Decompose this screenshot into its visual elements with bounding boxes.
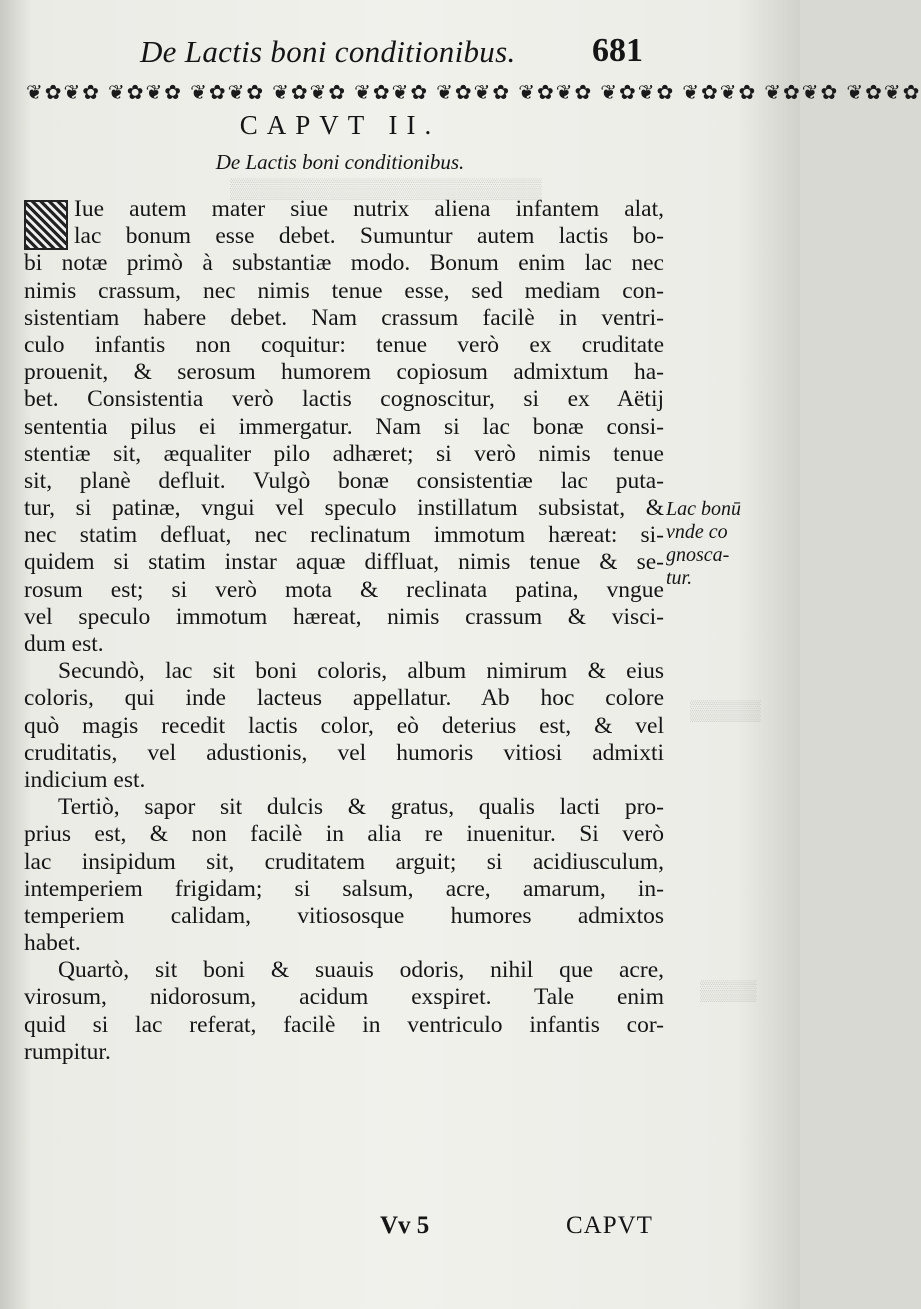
show-through-text: ▒▒▒▒▒▒▒▒▒▒▒▒▒▒▒▒▒▒▒▒▒▒ [230, 178, 542, 200]
marginal-note-line: Lac bonū [666, 498, 741, 520]
text-line: sit, planè defluit. Vulgò bonæ consistentiæ lac puta- [24, 467, 664, 494]
marginal-note-line: gnosca- [666, 544, 730, 566]
text-line: habet. [24, 930, 81, 957]
body-text [24, 196, 664, 1066]
text-line: culo infantis non coquitur: tenue verò ex cruditate [24, 331, 664, 358]
marginal-note [666, 498, 776, 590]
text-line: rumpitur. [24, 1038, 111, 1065]
running-title: De Lactis boni conditionibus. [140, 34, 516, 69]
text-line: bi notæ primò à substantiæ modo. Bonum enim lac nec [24, 250, 664, 277]
page-header [0, 28, 800, 78]
marginal-note-line: tur. [666, 567, 693, 589]
text-line: Tertiò, sapor sit dulcis & gratus, qualis lacti pro- [58, 794, 664, 821]
text-line: prouenit, & serosum humorem copiosum admixtum ha- [24, 359, 664, 386]
catchword: CAPVT [566, 1212, 653, 1239]
chapter-subtitle: De Lactis boni conditionibus. [215, 150, 465, 174]
show-through-text: ▒▒▒▒ [700, 980, 757, 1002]
text-line: Quartò, sit boni & suauis odoris, nihil que acre, [58, 957, 664, 984]
text-line: rosum est; si verò mota & reclinata patina, vngue [24, 576, 664, 603]
text-line: cruditatis, vel adustionis, vel humoris vitiosi admixti [24, 739, 664, 766]
page-footer [0, 1212, 800, 1252]
text-line: quidem si statim instar aquæ diffluat, nimis tenue & se- [24, 549, 664, 576]
marginal-note-line: vnde co [666, 521, 728, 543]
text-line: indicium est. [24, 766, 146, 793]
chapter-title: CAPVT II. [239, 110, 441, 140]
text-line: sententia pilus ei immergatur. Nam si lac bonæ consi- [24, 413, 664, 440]
text-line: nec statim defluat, nec reclinatum immotum hæreat: si- [24, 522, 664, 549]
show-through-text: ▒▒▒▒▒ [690, 700, 761, 722]
text-line: stentiæ sit, æqualiter pilo adhæret; si verò nimis tenue [24, 440, 664, 467]
text-line: Iue autem mater siue nutrix aliena infantem alat, [74, 196, 664, 222]
text-line: temperiem calidam, vitiososque humores admixtos [24, 902, 664, 929]
decorative-border: ❦✿❦✿ ❦✿❦✿ ❦✿❦✿ ❦✿❦✿ ❦✿❦✿ ❦✿❦✿ ❦✿❦✿ ❦✿❦✿ ❦✿❦✿ ❦✿❦✿ ❦✿❦✿ [26, 82, 921, 104]
text-line: intemperiem frigidam; si salsum, acre, amarum, in- [24, 875, 664, 902]
text-line: coloris, qui inde lacteus appellatur. Ab hoc colore [24, 685, 664, 712]
text-line: bet. Consistentia verò lactis cognoscitur, si ex Aëtij [24, 386, 664, 413]
text-line: tur, si patinæ, vngui vel speculo instillatum subsistat, & [24, 495, 664, 522]
text-line: dum est. [24, 631, 104, 657]
signature-mark: Vv 5 [380, 1212, 430, 1239]
page-number: 681 [592, 32, 643, 69]
text-line: quid si lac referat, facilè in ventriculo infantis cor- [24, 1011, 664, 1038]
text-line: Secundò, lac sit boni coloris, album nimirum & eius [58, 658, 664, 685]
text-line: sistentiam habere debet. Nam crassum facilè in ventri- [24, 304, 664, 331]
text-line: virosum, nidorosum, acidum exspiret. Tale enim [24, 984, 664, 1011]
text-line: nimis crassum, nec nimis tenue esse, sed mediam con- [24, 277, 664, 304]
decorated-initial-s [24, 200, 68, 250]
text-line: prius est, & non facilè in alia re inuenitur. Si verò [24, 821, 664, 848]
text-line: vel speculo immotum hæreat, nimis crassum & visci- [24, 603, 664, 630]
text-line: lac insipidum sit, cruditatem arguit; si acidiusculum, [24, 848, 664, 875]
text-line: quò magis recedit lactis color, eò deterius est, & vel [24, 712, 664, 739]
text-line: lac bonum esse debet. Sumuntur autem lactis bo- [74, 223, 664, 250]
